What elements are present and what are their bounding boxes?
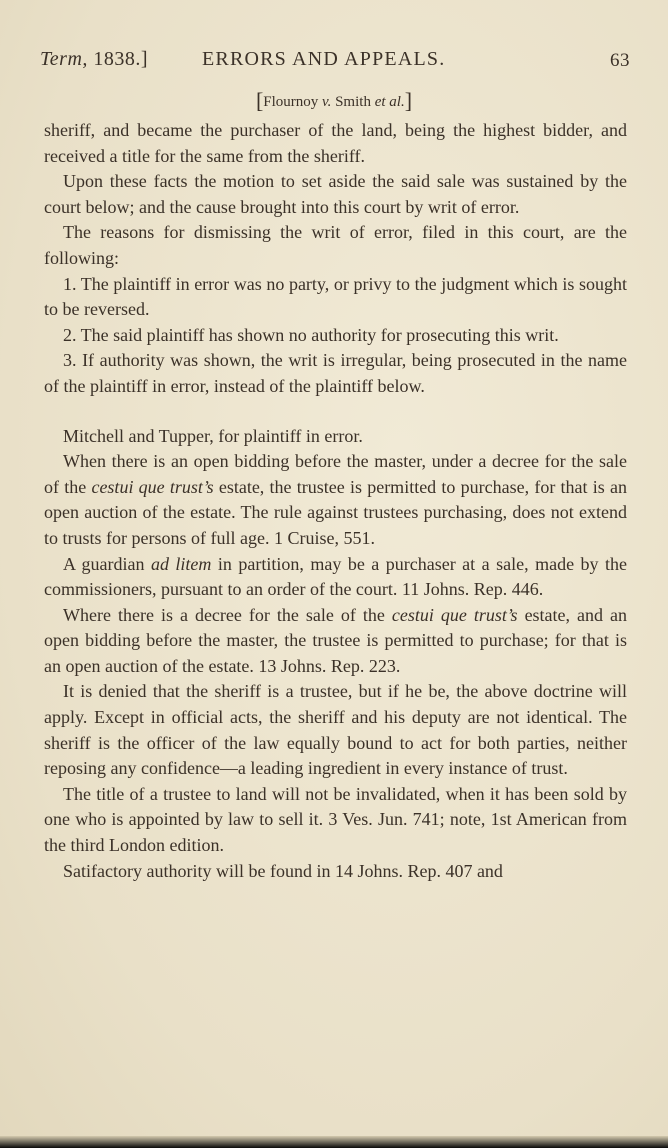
text-run: estate, and an open bidding before the master, the trustee is permitted to purchase; for that is an open auction of the estate. 13 Johns. Rep. 223. [44, 604, 628, 676]
paragraph: Upon these facts the motion to set aside the said sale was sustained by the court below; and the cause brought into this court by writ of error. [44, 171, 627, 217]
running-head [40, 48, 630, 78]
text-run: A guardian [63, 553, 145, 574]
running-head-title: ERRORS AND APPEALS. [202, 48, 446, 70]
numbered-reason-1: 1. The plaintiff in error was no party, or privy to the judgment which is sought to be reversed. [44, 273, 627, 320]
paragraph: The reasons for dismissing the writ of error, filed in this court, are the following: [44, 222, 627, 268]
term-year: 1838.] [93, 48, 149, 70]
numbered-reason-2: 2. The said plaintiff has shown no authority for prosecuting this writ. [63, 324, 559, 345]
text-run: Where there is a decree for the sale of the [63, 604, 385, 625]
case-et-al: et al. [374, 94, 405, 110]
bracket-open: [ [255, 88, 264, 113]
bracket-close: ] [404, 88, 413, 113]
paragraph [44, 603, 627, 680]
numbered-reason-3: 3. If authority was shown, the writ is irregular, being prosecuted in the name of the plaintiff in error, instead of the plaintiff below. [44, 350, 627, 396]
paragraph: Satifactory authority will be found in 14 Johns. Rep. 407 and [63, 860, 503, 881]
running-head-term [40, 48, 148, 71]
page-number: 63 [610, 50, 630, 71]
paragraph [44, 449, 627, 551]
paragraph: The title of a trustee to land will not be invalidated, when it has been sold by one who is appointed by law to sell it. 3 Ves. Jun. 741; note, 1st American from the third London edition. [44, 783, 627, 856]
italic-term: ad litem [150, 553, 212, 574]
body-text [44, 118, 627, 884]
counsel-line: Mitchell and Tupper, for plaintiff in error. [63, 425, 363, 446]
section-spacer [44, 400, 627, 424]
scan-edge [0, 1136, 668, 1148]
paragraph [44, 552, 627, 603]
paragraph: sheriff, and became the purchaser of the land, being the highest bidder, and received a title for the same from the sheriff. [44, 120, 627, 166]
italic-term: cestui que trust’s [391, 604, 518, 625]
paragraph: It is denied that the sheriff is a trustee, but if he be, the above doctrine will apply. Except in official acts, the sheriff and his deputy are not identical. The sheriff is the officer of the law equally bound to act for both parties, neither reposing any confidence—a leading ingredient in every instance of trust. [44, 681, 627, 779]
case-versus: v. [322, 94, 332, 110]
case-defendant: Smith [335, 94, 371, 110]
text-run: estate, the trustee is permitted to purchase, for that is an open auction of the estate. The rule against trustees purchasing, does not extend to trusts for persons of full age. 1 Cruise, 551. [44, 476, 628, 548]
case-reference [0, 88, 668, 114]
italic-term: cestui que trust’s [91, 476, 214, 497]
text-run: in partition, may be a purchaser at a sale, made by the commissioners, pursuant to an order of the court. 11 Johns. Rep. 446. [44, 553, 628, 600]
case-plaintiff: Flournoy [263, 94, 319, 110]
term-label: Term, [40, 48, 88, 70]
text-run: When there is an open bidding before the master, under a decree for the sale of the [44, 451, 627, 497]
